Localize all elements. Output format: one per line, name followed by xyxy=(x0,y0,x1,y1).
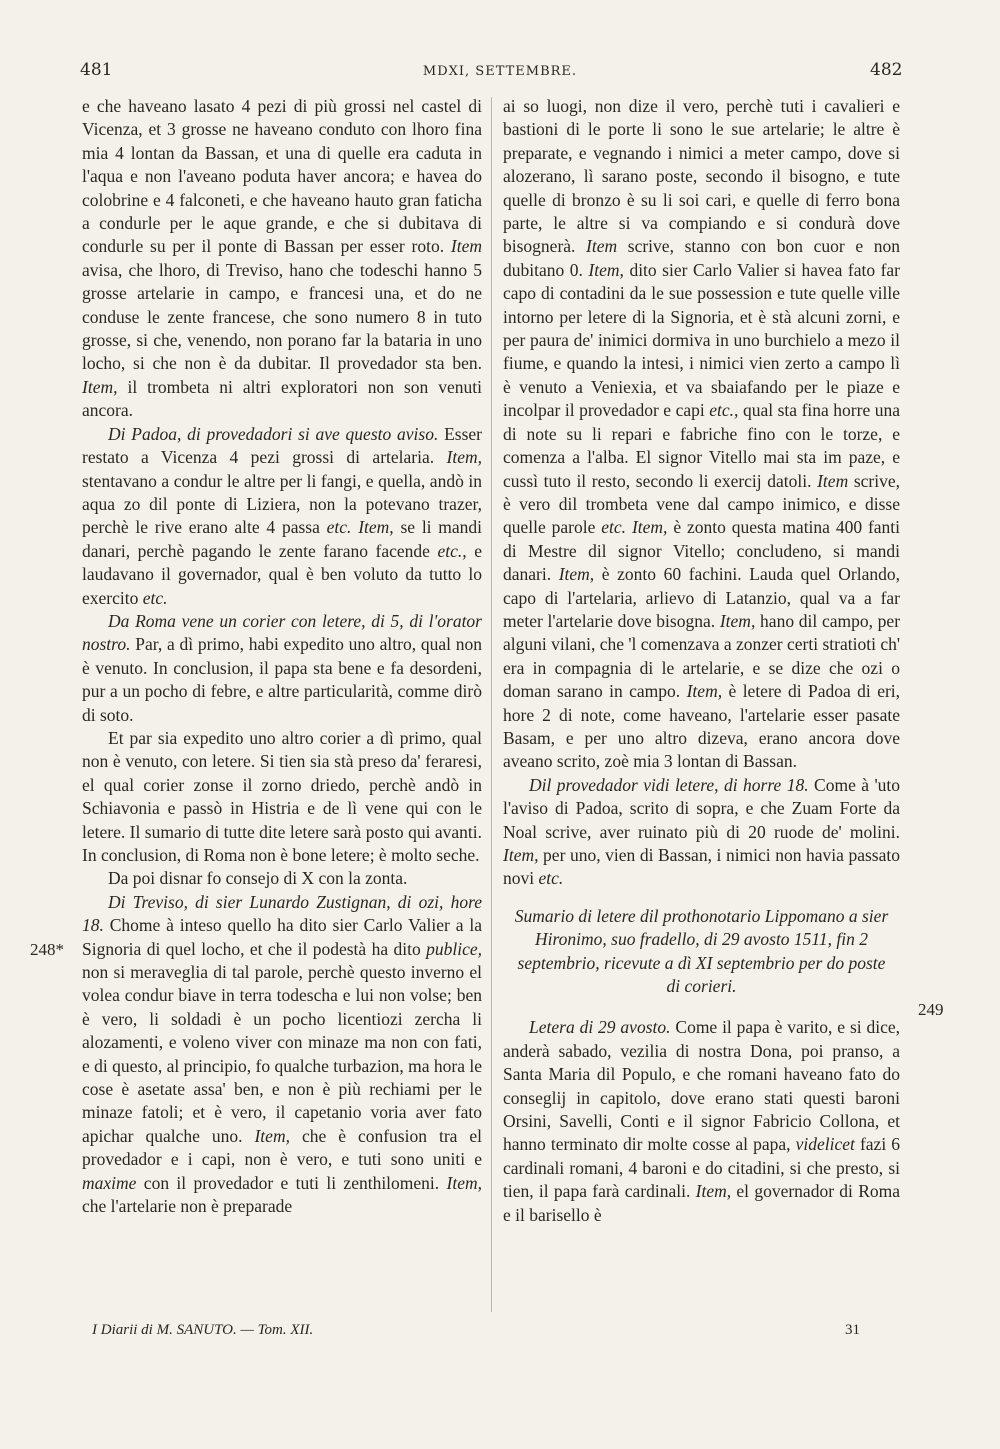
paragraph: Di Treviso, di sier Lunardo Zustignan, di ozi, hore 18. Chome à inteso quello ha dito sier Carlo Valier a la Signoria di quel locho, et che il podestà ha dito publice, non si meraveglia di tal parole, perchè questo inverno el volea condur biave in terra todescha e lui non volse; ben è vero, li soldadi è un pocho licentiozi zercha li alozamenti, e voleno viver con minaze ma non con fati, e di questo, al principio, fo qualche turbazion, ma hora le cose è asetate assa' ben, e non è più rechiami per le minaze fatoli; et è vero, il capetanio voria aver fato apichar qualche uno. Item, che è confusion tra el provedador e i capi, non è vero, e tuti sono uniti e maxime con il provedador e tuti li zenthilomeni. Item, che l'artelarie non è preparade xyxy=(82,891,483,1217)
paragraph: Da poi disnar fo consejo di X con la zonta. xyxy=(108,868,408,889)
running-title: MDXI, SETTEMBRE. xyxy=(422,64,578,79)
margin-note-right: 249 xyxy=(918,1000,944,1019)
right-column xyxy=(503,95,900,1227)
paragraph: Di Padoa, di provedadori si ave questo aviso. Esser restato a Vicenza 4 pezi grossi di artelaria. Item, stentavano a condur le altre per li fangi, e quella, andò in aqua zo dil ponte di Liziera, non la potevano trazer, perchè le rive erano alte 4 passa etc. Item, se li mandi danari, perchè pagando le zente farano facende etc., e laudavano il governador, qual è ben voluto da tutto lo exercito etc. xyxy=(82,423,483,608)
paragraph: Da Roma vene un corier con letere, di 5, di l'orator nostro. Par, a dì primo, habi expedito uno altro, qual non è venuto. In conclusion, il papa sta bene e fa desordeni, pur a un pocho di febre, e altre particularità, comme dirò di soto. xyxy=(82,610,482,725)
paragraph: e che haveano lasato 4 pezi di più grossi nel castel di Vicenza, et 3 grosse ne haveano conduto con lhoro fina mia 4 lontan da Bassan, et una di quelle era caduta in l'aqua e non l'aveano poduta haver ancora; e havea do colobrine e 4 falconeti, e che haveano hauto gran faticha a condurle per le aque grande, e che si dubitava di condurle su per il ponte di Bassan per esser roto. Item avisa, che lhoro, di Treviso, hano che todeschi hanno 5 grosse artelarie in campo, e francesi una, et do ne conduse le zente francese, che sono numero 8 in tuto grosse, si che, venendo, non porano far la bataria in uno locho, si che non è da dubitar. Il provedador sta ben. Item, il trombeta ni altri exploratori non son venuti ancora. xyxy=(82,96,483,421)
footer-signature-number: 31 xyxy=(845,1322,860,1338)
section-heading: Sumario di letere dil prothonotario Lippomano a sier Hironimo, suo fradello, di 29 avosto 1511, fin 2 septembrio, ricevute a dì XI septembrio per do poste di corieri. xyxy=(514,905,889,997)
page-number-right: 482 xyxy=(870,60,903,80)
margin-note-left: 248* xyxy=(30,940,64,959)
paragraph: Letera di 29 avosto. Come il papa è varito, e si dice, anderà sabado, vezilia di nostra Dona, poi pranso, a Santa Maria dil Populo, e che romani haveano fato do consegliј in capitolo, dove erano stati questi baroni Orsini, Savelli, Conti e il signor Fabricio Collona, et hanno terminato dir molte cosse al papa, videlicet fazi 6 cardinali romani, 4 baroni e do citadini, si che presto, si tien, il papa farà cardinali. Item, el governador di Roma e il barisello è xyxy=(503,1017,901,1225)
left-column xyxy=(82,95,482,1219)
paragraph: Et par sia expedito uno altro corier a dì primo, qual non è venuto, con letere. Si tien sia stà preso da' feraresi, el qual corier zonse il zorno driedo, perchè andò in Schiavonia e passò in Histria e de lì vene qui con le letere. Il sumario di tutte dite letere sarà posto qui avanti. In conclusion, di Roma non è bone letere; è molto seche. xyxy=(82,727,482,865)
column-divider xyxy=(491,97,492,1312)
paragraph: Dil provedador vidi letere, di horre 18. Come à 'uto l'aviso di Padoa, scrito di sopra, e che Zuam Forte da Noal scrive, aver ruinato più di 20 ruode de' molini. Item, per uno, vien di Bassan, i nimici non havia passato novi etc. xyxy=(503,774,901,889)
page-number-left: 481 xyxy=(80,60,113,80)
footer-book-title: I Diarii di M. SANUTO. — Tom. XII. xyxy=(92,1322,314,1338)
paragraph: ai so luogi, non dize il vero, perchè tuti i cavalieri e bastioni di le porte li sono le sue artelarie; le altre è preparate, e vegnando i nimici a meter campo, dove si alozerano, lì sarano poste, secondo il bisogno, e tute quelle di bronzo è su li soi cari, e quelle di ferro bona parte, le altre si va compiando e si condurà dove bisognerà. Item scrive, stanno con bon cuor e non dubitano 0. Item, dito sier Carlo Valier si havea fato far capo di contadini da le sue possession e tute quelle ville intorno per letere di la Signoria, et è stà alcuni zorni, e per paura de' inimici dormiva in uno burchielo a mezo il fiume, e quando la intesi, i nimici vien zerto a campo lì è venuto a Veniexia, et va sbaiafando per le piaze e incolpar il provedador e capi etc., qual sta fina horre una di note su li repari e fabriche fino con le torze, e comenza a l'alba. El signor Vitello mai sta im paze, e cussì tuto il resto, secondo li exercij datoli. Item scrive, è vero dil trombeta vene dal campo inimico, e disse quelle parole etc. Item, è zonto questa matina 400 fanti di Mestre dil signor Vitello; concludeno, si mandi danari. Item, è zonto 60 fachini. Lauda quel Orlando, capo di l'artelaria, arlievo di Latanzio, qual va a far meter l'artelarie dove bisogna. Item, hano dil campo, per alguni vilani, che 'l comenzava a zonzer certi stratioti ch' era in compagnia di le artelarie, e se dize che ozi o doman sarano in campo. Item, è letere di Padoa di eri, hore 2 di note, come haveano, l'artelarie esser pasate Basam, e per uno altro dizeva, erano ancora dove aveano scrito, zoè mia 3 lontan di Bassan. xyxy=(503,96,901,772)
